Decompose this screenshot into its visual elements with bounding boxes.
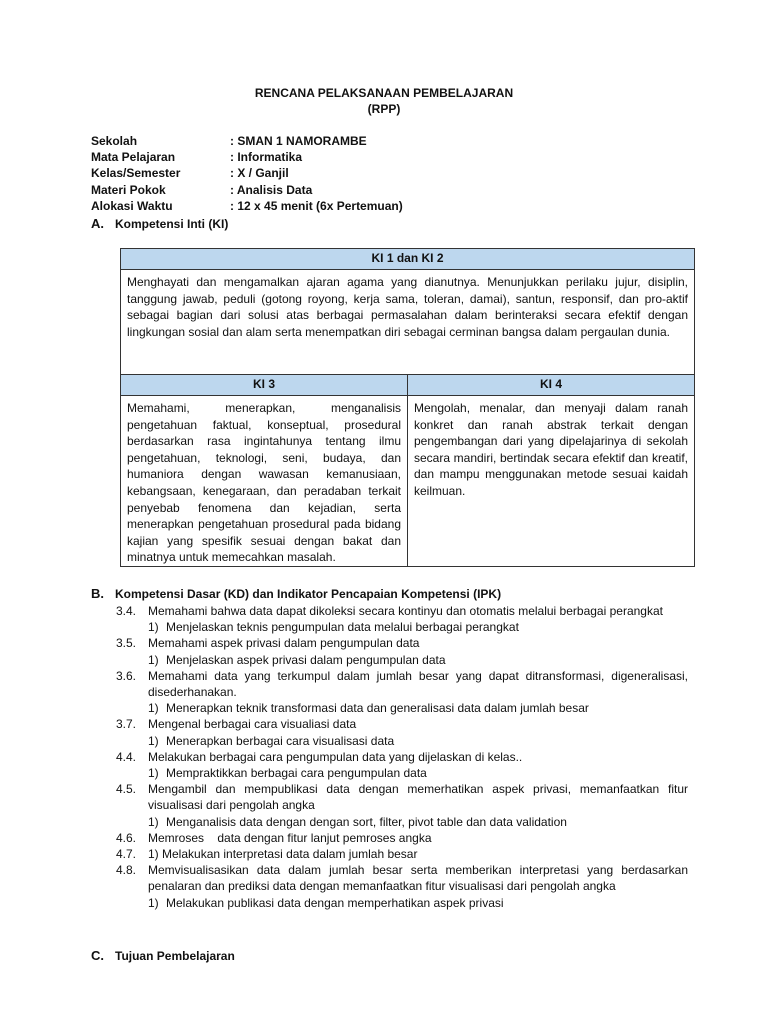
kd-item <box>116 781 688 813</box>
identity-value: : X / Ganjil <box>230 166 289 181</box>
ipk-item <box>116 895 688 911</box>
kd-list <box>116 603 688 911</box>
ipk-number: 1) <box>148 620 159 635</box>
document-title <box>0 85 768 117</box>
kd-number: 4.5. <box>116 782 137 797</box>
kd-number: 4.4. <box>116 749 137 764</box>
kd-text: Memahami data yang terkumpul dalam jumlah besar yang dapat ditransformasi, digeneralisasi, disederhanakan. <box>148 668 688 700</box>
kd-item <box>116 862 688 894</box>
ipk-text: Menjelaskan aspek privasi dalam pengumpulan data <box>166 652 446 667</box>
ki3-cell <box>121 396 408 567</box>
ipk-number: 1) <box>148 652 159 667</box>
identity-row-mapel <box>91 149 403 165</box>
identity-row-kelas <box>91 165 403 181</box>
kd-text: Mengambil dan mempublikasi data dengan memerhatikan aspek privasi, memanfaatkan fitur visualisasi dari pengolah angka <box>148 782 688 813</box>
kd-item <box>116 749 688 765</box>
section-title: Kompetensi Inti (KI) <box>115 217 229 231</box>
identity-label: Kelas/Semester <box>91 166 181 181</box>
kd-item <box>116 846 688 862</box>
ipk-item <box>116 814 688 830</box>
ipk-item <box>116 700 688 716</box>
identity-label: Alokasi Waktu <box>91 198 173 213</box>
section-b-heading <box>91 586 501 601</box>
identity-value: : 12 x 45 menit (6x Pertemuan) <box>230 198 403 213</box>
identity-row-alokasi <box>91 198 403 214</box>
kd-text: Memvisualisasikan data dalam jumlah besar serta memberikan interpretasi yang berdasarkan penalaran dan prediksi data dengan memanfaatkan fitur visualisasi dari pengolah angka <box>148 863 688 894</box>
ki4-text: Mengolah, menalar, dan menyaji dalam ranah konkret dan ranah abstrak terkait dengan pengembangan dari yang dipelajarinya di sekolah secara mandiri, bertindak secara efektif dan kreatif, dan mampu menggunakan metode sesuai kaidah keilmuan. <box>414 401 688 498</box>
ki12-cell <box>121 270 695 375</box>
identity-row-sekolah <box>91 133 403 149</box>
ipk-number: 1) <box>148 814 159 829</box>
ipk-number: 1) <box>148 895 159 910</box>
kd-text: Memahami bahwa data dapat dikoleksi secara kontinyu dan otomatis melalui berbagai perangkat <box>148 604 663 618</box>
ki4-header: KI 4 <box>408 375 695 396</box>
ki4-cell <box>408 396 695 567</box>
kd-number: 3.7. <box>116 717 137 732</box>
identity-value: : SMAN 1 NAMORAMBE <box>230 134 367 148</box>
identity-label: Sekolah <box>91 134 138 148</box>
kd-number: 3.4. <box>116 604 137 618</box>
kd-text: 1) Melakukan interpretasi data dalam jumlah besar <box>148 847 418 862</box>
section-letter: B. <box>91 586 104 601</box>
ki3-text: Memahami, menerapkan, menganalisis pengetahuan faktual, konseptual, prosedural berdasarkan rasa ingintahunya tentang ilmu pengetahuan, teknologi, seni, budaya, dan humaniora dengan wawasan kemanusiaan, kebangsaan, kenegaraan, dan peradaban terkait penyebab fenomena dan kejadian, serta menerapkan pengetahuan prosedural pada bidang kajian yang spesifik sesuai dengan bakat dan minatnya untuk memecahkan masalah. <box>127 401 401 565</box>
kd-text: Mengenal berbagai cara visualiasi data <box>148 717 357 732</box>
ipk-number: 1) <box>148 733 159 748</box>
section-title: Kompetensi Dasar (KD) dan Indikator Pencapaian Kompetensi (IPK) <box>115 587 502 601</box>
kd-item <box>116 603 688 619</box>
ipk-text: Menerapkan teknik transformasi data dan generalisasi data dalam jumlah besar <box>166 701 589 716</box>
ki12-header: KI 1 dan KI 2 <box>121 249 695 270</box>
section-letter: C. <box>91 948 104 963</box>
title-line-1: RENCANA PELAKSANAAN PEMBELAJARAN <box>254 86 514 100</box>
kd-item <box>116 635 688 651</box>
ipk-item <box>116 652 688 668</box>
ipk-number: 1) <box>148 766 159 781</box>
kd-number: 4.6. <box>116 830 137 845</box>
section-title: Tujuan Pembelajaran <box>115 949 235 963</box>
ipk-text: Mempraktikkan berbagai cara pengumpulan data <box>166 766 427 781</box>
kd-text: Melakukan berbagai cara pengumpulan data yang dijelaskan di kelas.. <box>148 749 523 764</box>
kd-text: Memahami aspek privasi dalam pengumpulan data <box>148 636 420 651</box>
identity-block <box>91 133 403 214</box>
section-c-heading <box>91 948 235 963</box>
ipk-item <box>116 619 688 635</box>
kd-item <box>116 668 688 700</box>
section-letter: A. <box>91 216 104 231</box>
ipk-text: Melakukan publikasi data dengan memperhatikan aspek privasi <box>166 895 504 910</box>
ki12-text: Menghayati dan mengamalkan ajaran agama yang dianutnya. Menunjukkan perilaku jujur, disiplin, tanggung jawab, peduli (gotong royong, kerja sama, toleran, damai), santun, responsif, dan pro-aktif sebagai bagian dari solusi atas berbagai permasalahan dalam berinteraksi secara efektif dengan lingkungan sosial dan alam serta menempatkan diri sebagai cerminan bangsa dalam pergaulan dunia. <box>127 275 688 339</box>
identity-value: : Analisis Data <box>230 182 313 197</box>
title-line-2: (RPP) <box>367 102 401 116</box>
ki-table <box>120 248 695 567</box>
kd-number: 4.8. <box>116 863 137 878</box>
identity-row-materi <box>91 182 403 198</box>
ipk-item <box>116 733 688 749</box>
identity-value: : Informatika <box>230 150 303 165</box>
kd-number: 3.6. <box>116 668 137 683</box>
identity-label: Mata Pelajaran <box>91 150 176 165</box>
ipk-text: Menganalisis data dengan dengan sort, filter, pivot table dan data validation <box>166 814 567 829</box>
ki3-header: KI 3 <box>121 375 408 396</box>
ipk-text: Menerapkan berbagai cara visualisasi data <box>166 733 395 748</box>
ipk-text: Menjelaskan teknis pengumpulan data melalui berbagai perangkat <box>166 620 519 635</box>
kd-item <box>116 830 688 846</box>
kd-text: Memroses data dengan fitur lanjut pemroses angka <box>148 830 432 845</box>
kd-number: 4.7. <box>116 847 137 862</box>
kd-item <box>116 716 688 732</box>
identity-label: Materi Pokok <box>91 182 166 197</box>
ipk-item <box>116 765 688 781</box>
section-a-heading <box>91 216 228 231</box>
kd-number: 3.5. <box>116 636 137 651</box>
ipk-number: 1) <box>148 701 159 716</box>
